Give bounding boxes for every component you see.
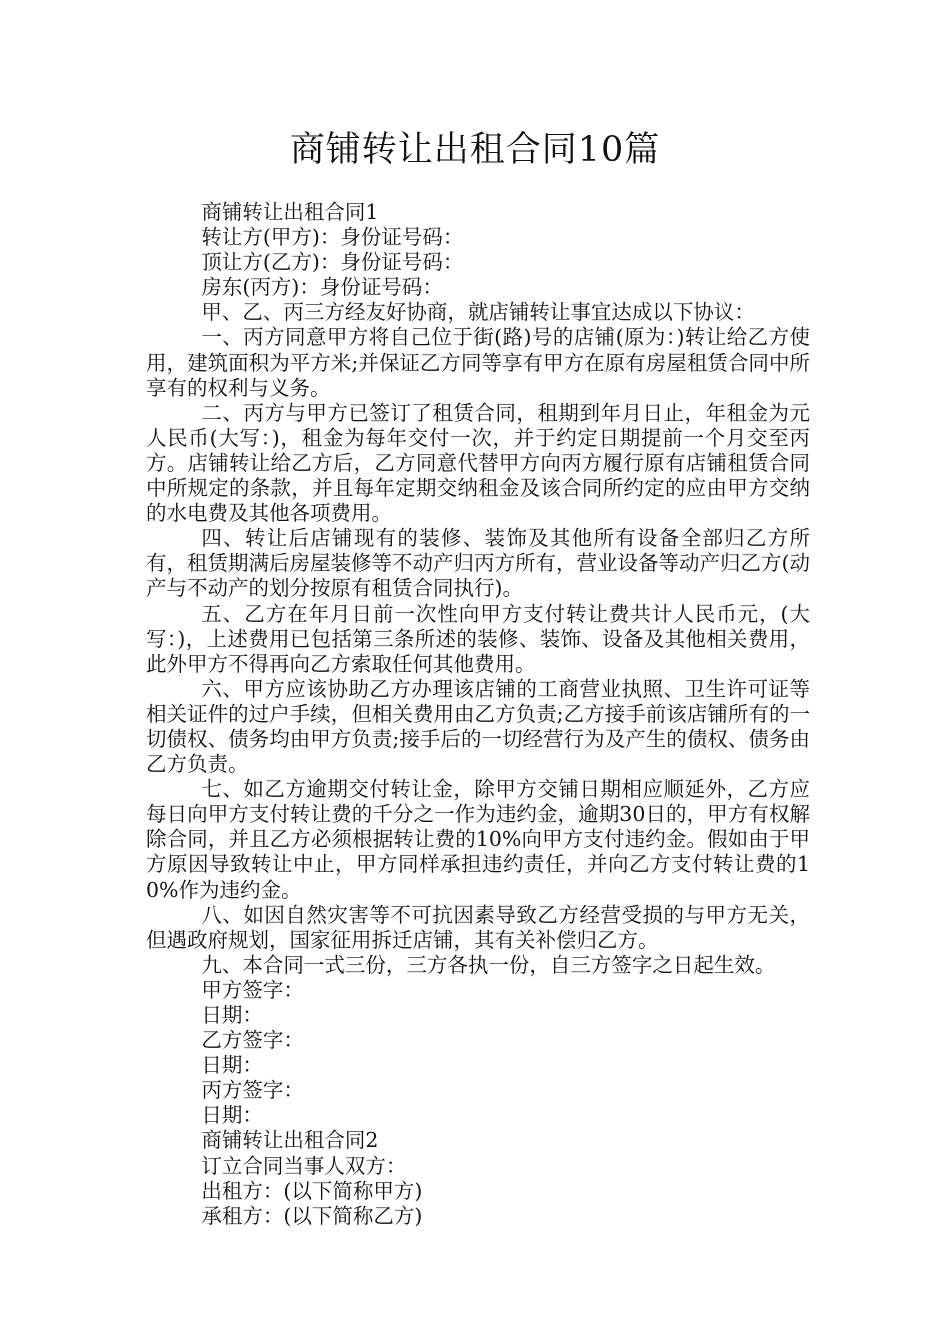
lessor-line: 出租方：(以下简称甲方) [201,1178,423,1203]
lessee-line: 承租方：(以下简称乙方) [201,1203,423,1228]
clause-4: 四、转让后店铺现有的装修、装饰及其他所有设备全部归乙方所有，租赁期满后房屋装修等不动产归丙方所有，营业设备等动产归乙方(动产与不动产的划分按原有租赁合同执行)。 [146,526,810,601]
party-a-line: 转让方(甲方)：身份证号码： [201,225,464,250]
clause-5: 五、乙方在年月日前一次性向甲方支付转让费共计人民币元，(大写：)，上述费用已包括第三条所述的装修、装饰、设备及其他相关费用，此外甲方不得再向乙方索取任何其他费用。 [146,601,810,676]
party-c-line: 房东(丙方)：身份证号码： [201,275,443,300]
party-b-line: 顶让方(乙方)：身份证号码： [201,250,464,275]
agreement-intro: 甲、乙、丙三方经友好协商，就店铺转让事宜达成以下协议： [201,300,755,325]
clause-1: 一、丙方同意甲方将自己位于街(路)号的店铺(原为：)转让给乙方使用，建筑面积为平方米;并保证乙方同等享有甲方在原有房屋租赁合同中所享有的权利与义务。 [146,325,810,400]
contract-heading-1: 商铺转让出租合同1 [201,200,379,224]
party-a-date: 日期： [201,1003,263,1027]
clause-9: 九、本合同一式三份，三方各执一份，自三方签字之日起生效。 [201,952,776,977]
clause-6: 六、甲方应该协助乙方办理该店铺的工商营业执照、卫生许可证等相关证件的过户手续，但相关费用由乙方负责;乙方接手前该店铺所有的一切债权、债务均由甲方负责;接手后的一切经营行为及产生的债权、债务由乙方负责。 [146,676,810,777]
document-title: 商铺转让出租合同10篇 [289,130,661,170]
clause-8: 八、如因自然灾害等不可抗因素导致乙方经营受损的与甲方无关，但遇政府规划，国家征用拆迁店铺，其有关补偿归乙方。 [146,902,810,952]
party-b-date: 日期： [201,1053,263,1078]
party-a-signature: 甲方签字： [201,977,304,1002]
clause-2: 二、丙方与甲方已签订了租赁合同，租期到年月日止，年租金为元人民币(大写：)，租金为每年交付一次，并于约定日期提前一个月交至丙方。店铺转让给乙方后，乙方同意代替甲方向丙方履行原有店铺租赁合同中所规定的条款，并且每年定期交纳租金及该合同所约定的应由甲方交纳的水电费及其他各项费用。 [146,400,810,526]
party-b-signature: 乙方签字： [201,1028,304,1053]
party-c-signature: 丙方签字： [201,1078,304,1103]
parties-intro: 订立合同当事人双方： [201,1153,407,1178]
contract-heading-2: 商铺转让出租合同2 [201,1128,379,1153]
party-c-date: 日期： [201,1103,263,1128]
clause-7: 七、如乙方逾期交付转让金，除甲方交铺日期相应顺延外，乙方应每日向甲方支付转让费的千分之一作为违约金，逾期30日的，甲方有权解除合同，并且乙方必须根据转让费的10%向甲方支付违约金。假如由于甲方原因导致转让中止，甲方同样承担违约责任，并向乙方支付转让费的10%作为违约金。 [146,777,810,902]
document-body [146,200,810,1229]
